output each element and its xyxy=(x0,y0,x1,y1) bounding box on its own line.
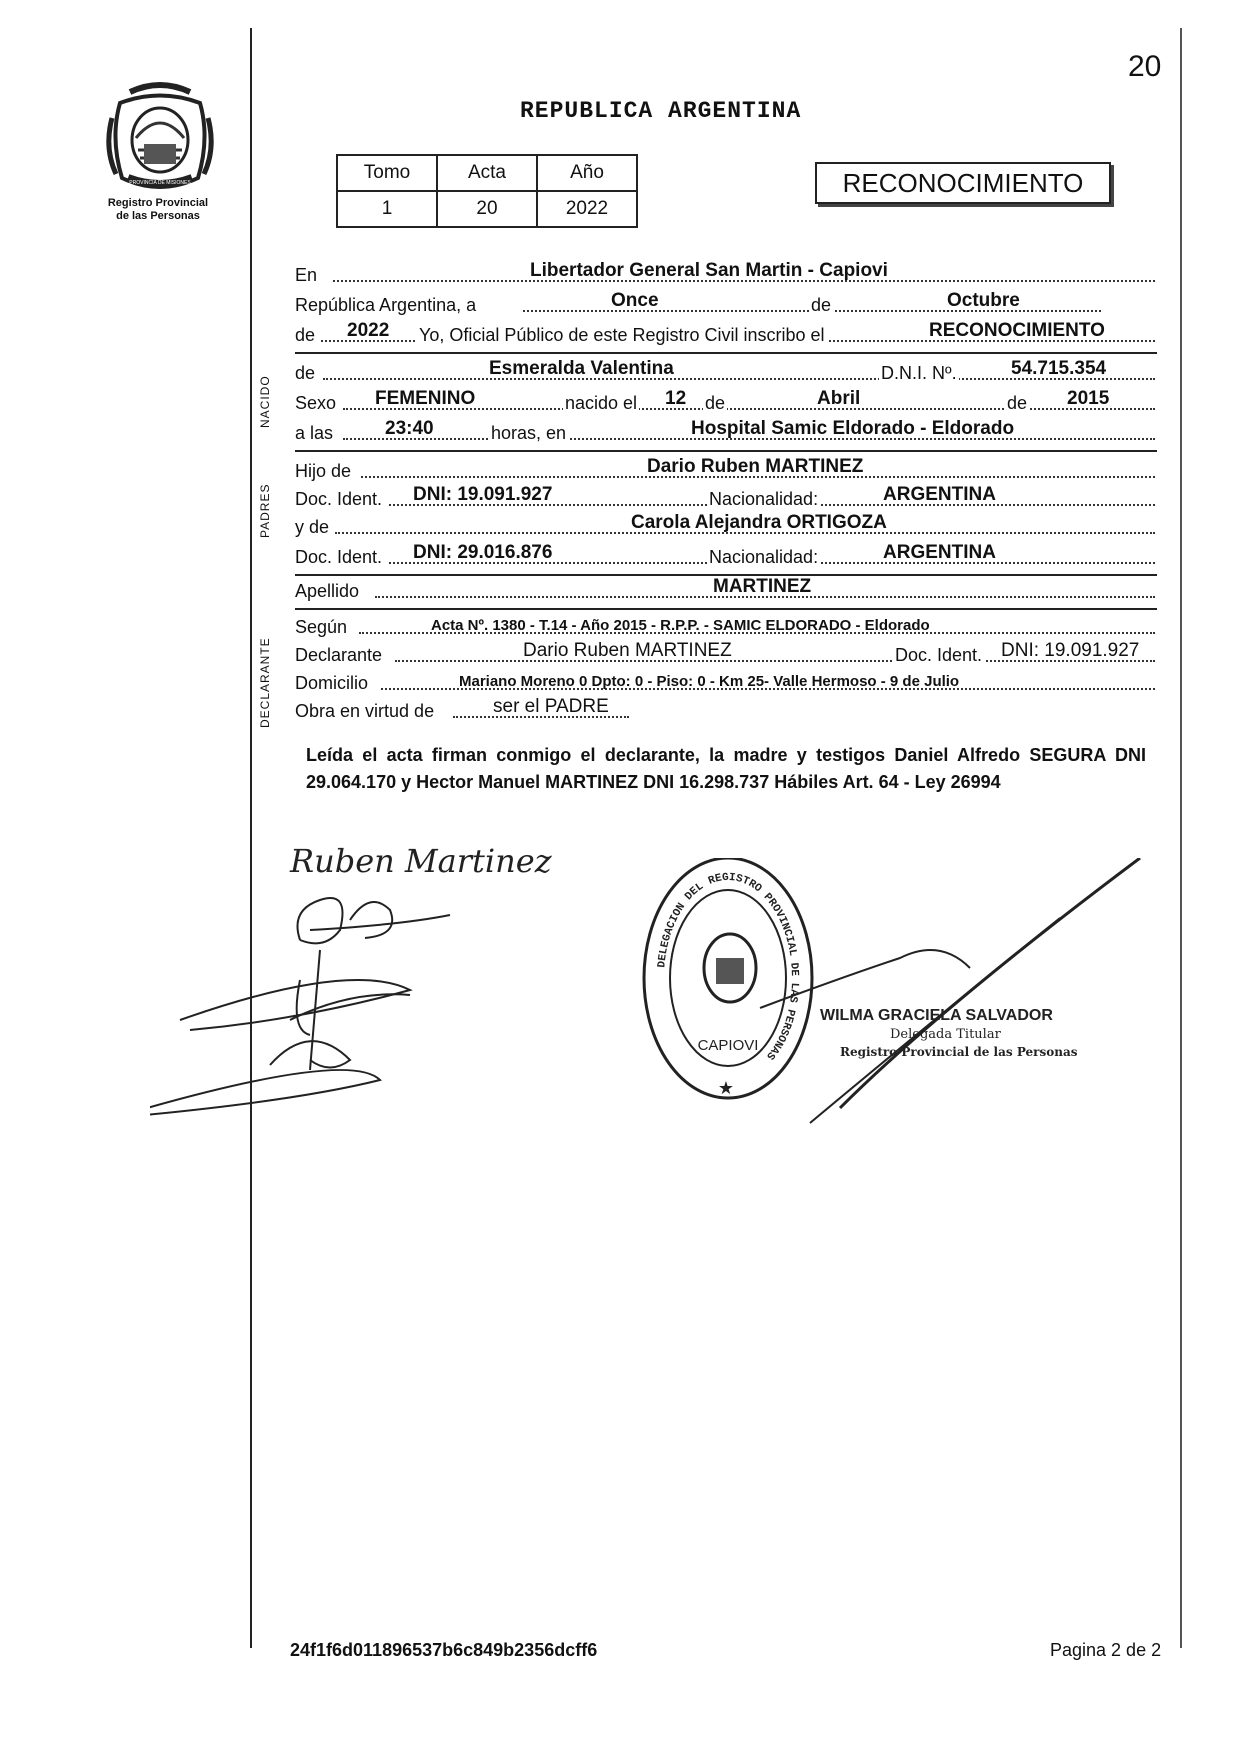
en-label: En xyxy=(295,265,318,285)
form-row-mother xyxy=(295,512,1155,540)
right-margin-line xyxy=(1180,28,1182,1648)
registry-label-line2: de las Personas xyxy=(116,210,200,222)
acta-value: 20 xyxy=(437,191,537,227)
doc-label: Doc. Ident. xyxy=(295,489,383,509)
birth-day: 12 xyxy=(665,388,687,409)
svg-text:DELEGACION DEL REGISTRO PROVIN: DELEGACION DEL REGISTRO PROVINCIAL DE LAS PERSONAS xyxy=(656,871,801,1062)
day-value: Once xyxy=(611,290,659,311)
lugar-value: Hospital Samic Eldorado - Eldorado xyxy=(691,418,1015,439)
dni-label: D.N.I. Nº. xyxy=(881,363,957,383)
form-row-date xyxy=(295,290,1155,318)
official-seal-stamp xyxy=(640,858,1180,1128)
sexo-label: Sexo xyxy=(295,393,337,413)
domicilio-value: Mariano Moreno 0 Dpto: 0 - Piso: 0 - Km 25- Valle Hermoso - 9 de Julio xyxy=(459,673,960,690)
svg-text:★: ★ xyxy=(717,1078,735,1099)
nacido-label: nacido el xyxy=(565,393,638,413)
horas-label: horas, en xyxy=(491,423,567,443)
nacionalidad-label: Nacionalidad: xyxy=(709,489,819,509)
padre-doc: DNI: 19.091.927 xyxy=(413,484,553,505)
de-label: de xyxy=(811,295,832,315)
document-hash: 24f1f6d011896537b6c849b2356dcff6 xyxy=(290,1640,598,1660)
side-label-declarante: DECLARANTE xyxy=(258,637,272,728)
madre-doc: DNI: 29.016.876 xyxy=(413,542,553,563)
record-type-box: RECONOCIMIENTO xyxy=(815,162,1111,204)
obra-label: Obra en virtud de xyxy=(295,701,435,721)
apellido-value: MARTINEZ xyxy=(713,576,812,597)
registry-label xyxy=(88,197,228,223)
nombre-value: Esmeralda Valentina xyxy=(489,358,674,379)
record-table xyxy=(336,154,638,228)
form-row-surname xyxy=(295,576,1155,604)
svg-text:Registro Provincial de las Per: Registro Provincial de las Personas xyxy=(840,1045,1078,1059)
yde-label: y de xyxy=(295,517,330,537)
form-row-sex xyxy=(295,388,1155,416)
dni-value: 54.715.354 xyxy=(1011,358,1107,379)
month-value: Octubre xyxy=(947,290,1020,311)
anio-value: 2022 xyxy=(537,191,637,227)
document-title: REPUBLICA ARGENTINA xyxy=(520,98,802,124)
remarks-paragraph: Leída el acta firman conmigo el declarante, la madre y testigos Daniel Alfredo SEGURA DNI 29.064.170 y Hector Manuel MARTINEZ DNI 16.298.737 Hábiles Art. 64 - Ley 26994 xyxy=(306,745,1146,792)
acta-header: Acta xyxy=(437,155,537,191)
form-row-name xyxy=(295,358,1155,386)
form-row-segun xyxy=(295,612,1155,640)
segun-value: Acta Nº. 1380 - T.14 - Año 2015 - R.P.P. - SAMIC ELDORADO - Eldorado xyxy=(431,617,930,634)
de-label: de xyxy=(705,393,726,413)
page-indicator: Pagina 2 de 2 xyxy=(1050,1640,1162,1660)
republica-label: República Argentina, a xyxy=(295,295,477,315)
birth-month: Abril xyxy=(817,388,861,409)
inscribo-value: RECONOCIMIENTO xyxy=(929,320,1105,341)
place-value: Libertador General San Martin - Capiovi xyxy=(530,260,888,281)
svg-text:Delegada Titular: Delegada Titular xyxy=(890,1027,1001,1042)
form-row-time xyxy=(295,418,1155,446)
svg-text:Ruben Martinez: Ruben Martinez xyxy=(290,842,552,880)
form-row-obra xyxy=(295,696,1155,724)
declarante-label: Declarante xyxy=(295,645,383,665)
domicilio-label: Domicilio xyxy=(295,673,369,693)
decl-doc-label: Doc. Ident. xyxy=(895,645,983,665)
form-row-year xyxy=(295,320,1155,348)
birth-year: 2015 xyxy=(1067,388,1110,409)
section-divider xyxy=(295,608,1157,610)
form-row-father-doc xyxy=(295,484,1155,512)
side-label-padres: PADRES xyxy=(258,483,272,538)
section-divider xyxy=(295,450,1157,452)
anio-header: Año xyxy=(537,155,637,191)
padre-nacionalidad: ARGENTINA xyxy=(883,484,996,505)
inscribo-text: Yo, Oficial Público de este Registro Civil inscribo el xyxy=(419,325,825,345)
de-label: de xyxy=(1007,393,1028,413)
registry-label-line1: Registro Provincial xyxy=(107,197,209,209)
doc-label: Doc. Ident. xyxy=(295,547,383,567)
madre-nacionalidad: ARGENTINA xyxy=(883,542,996,563)
form-row-place xyxy=(295,260,1155,288)
year-value: 2022 xyxy=(347,320,390,341)
handwritten-signatures xyxy=(150,820,650,1120)
svg-text:PROVINCIA DE MISIONES: PROVINCIA DE MISIONES xyxy=(129,180,191,186)
form-row-address xyxy=(295,668,1155,696)
sexo-value: FEMENINO xyxy=(375,388,476,409)
declarante-value: Dario Ruben MARTINEZ xyxy=(523,640,732,661)
nacionalidad-label: Nacionalidad: xyxy=(709,547,819,567)
nombre-label: de xyxy=(295,363,316,383)
svg-text:WILMA GRACIELA SALVADOR: WILMA GRACIELA SALVADOR xyxy=(820,1007,1053,1024)
hora-value: 23:40 xyxy=(385,418,434,439)
obra-value: ser el PADRE xyxy=(493,696,609,717)
svg-text:CAPIOVI: CAPIOVI xyxy=(697,1037,759,1054)
year-prefix: de xyxy=(295,325,316,345)
tomo-header: Tomo xyxy=(337,155,437,191)
segun-label: Según xyxy=(295,617,348,637)
province-emblem-icon xyxy=(100,78,220,198)
madre-value: Carola Alejandra ORTIGOZA xyxy=(631,512,887,533)
hijo-label: Hijo de xyxy=(295,461,352,481)
form-row-father xyxy=(295,456,1155,484)
form-row-declarant xyxy=(295,640,1155,668)
tomo-value: 1 xyxy=(337,191,437,227)
apellido-label: Apellido xyxy=(295,581,360,601)
form-row-mother-doc xyxy=(295,542,1155,570)
page-number: 20 xyxy=(1128,50,1162,83)
decl-doc-value: DNI: 19.091.927 xyxy=(1001,640,1140,661)
padre-value: Dario Ruben MARTINEZ xyxy=(647,456,864,477)
alas-label: a las xyxy=(295,423,334,443)
side-label-nacido: NACIDO xyxy=(258,375,272,428)
section-divider xyxy=(295,352,1157,354)
